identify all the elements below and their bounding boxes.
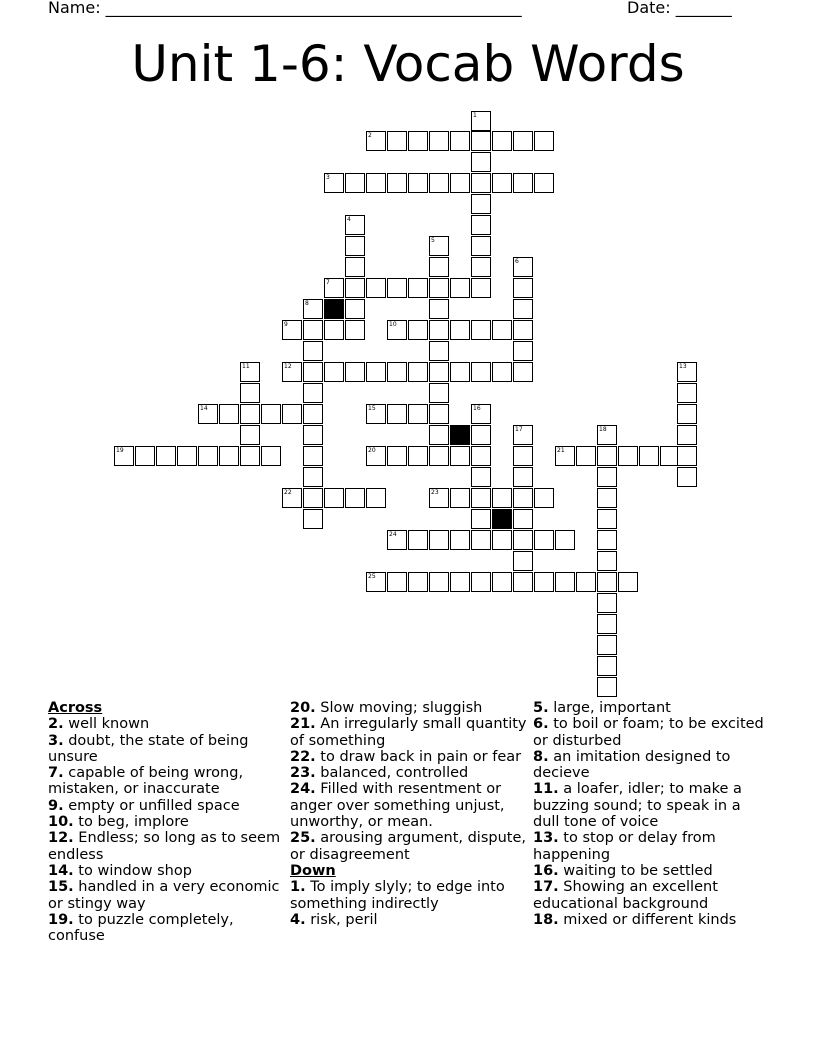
grid-cell[interactable] [429,530,449,550]
grid-cell[interactable] [240,383,260,403]
clue-number-label: 13. [533,830,559,847]
clue-number-label: 17. [533,879,559,896]
grid-cell[interactable] [471,425,491,445]
grid-cell[interactable] [597,551,617,571]
grid-cell[interactable] [429,362,449,382]
grid-cell[interactable] [303,320,323,340]
grid-cell[interactable] [471,257,491,277]
clue-number: 1 [473,112,477,119]
grid-cell[interactable] [513,572,533,592]
clue-text: Filled with resentment or anger over something unjust, unworthy, or mean. [290,781,505,831]
grid-cell[interactable] [471,530,491,550]
grid-cell[interactable] [240,425,260,445]
grid-cell[interactable] [534,530,554,550]
grid-cell[interactable] [471,320,491,340]
clue-item [533,879,771,912]
clue-number: 7 [326,279,330,286]
grid-cell[interactable] [492,131,512,151]
clue-number-label: 15. [48,879,74,896]
clue-text: empty or unfilled space [63,797,240,814]
grid-cell[interactable] [639,446,659,466]
grid-cell[interactable] [429,173,449,193]
clue-item [48,830,286,863]
grid-cell[interactable] [324,362,344,382]
grid-cell[interactable] [366,488,386,508]
date-field: Date: _______ [627,0,732,17]
grid-cell[interactable] [177,446,197,466]
clue-number-label: 5. [533,700,549,716]
clue-number-label: 19. [48,911,74,928]
grid-cell[interactable] [345,299,365,319]
clue-number-label: 16. [533,862,559,879]
grid-cell[interactable] [450,278,470,298]
clue-number-label: 2. [48,716,64,733]
grid-cell[interactable] [303,467,323,487]
clue-text: capable of being wrong, mistaken, or inaccurate [48,765,244,798]
black-cell [492,509,512,529]
clue-text: a loafer, idler; to make a buzzing sound; to speak in a dull tone of voice [533,781,742,831]
grid-cell[interactable] [261,446,281,466]
grid-cell[interactable] [513,320,533,340]
clue-item [290,830,528,863]
grid-cell[interactable] [471,278,491,298]
grid-cell[interactable] [513,131,533,151]
clue-number: 15 [368,405,376,412]
grid-cell[interactable] [429,299,449,319]
grid-cell[interactable] [471,215,491,235]
clue-number-label: 1. [290,879,306,896]
grid-cell[interactable] [387,278,407,298]
clue-number-label: 14. [48,862,74,879]
grid-cell[interactable] [303,404,323,424]
grid-cell[interactable] [408,131,428,151]
grid-cell[interactable] [492,572,512,592]
clue-number-label: 23. [290,765,316,782]
grid-cell[interactable] [345,173,365,193]
clue-text: handled in a very economic or stingy way [48,879,280,912]
clue-text: waiting to be settled [558,862,713,879]
clue-text: to draw back in pain or fear [315,748,522,765]
grid-cell[interactable] [513,551,533,571]
grid-cell[interactable] [408,572,428,592]
clue-number-label: 11. [533,781,559,798]
grid-cell[interactable] [429,446,449,466]
grid-cell[interactable] [471,173,491,193]
clue-number: 25 [368,573,376,580]
clue-number-label: 18. [533,911,559,928]
clue-text: Showing an excellent educational background [533,879,718,912]
grid-cell[interactable] [429,341,449,361]
down-heading: Down [290,862,336,879]
clue-number-label: 9. [48,797,64,814]
grid-cell[interactable] [450,173,470,193]
grid-cell[interactable] [387,446,407,466]
grid-cell[interactable] [219,446,239,466]
grid-cell[interactable] [677,425,697,445]
grid-cell[interactable] [555,530,575,550]
grid-cell[interactable] [677,446,697,466]
grid-cell[interactable] [555,572,575,592]
clue-number: 2 [368,132,372,139]
grid-cell[interactable] [534,572,554,592]
clue-number: 4 [347,216,351,223]
grid-cell[interactable] [597,635,617,655]
grid-cell[interactable] [303,488,323,508]
clue-number-label: 3. [48,732,64,749]
grid-cell[interactable] [677,467,697,487]
clue-text: risk, peril [305,911,378,928]
clue-item [533,830,771,863]
grid-cell[interactable] [429,320,449,340]
grid-cell[interactable] [429,572,449,592]
clue-number-label: 4. [290,911,306,928]
grid-cell[interactable] [408,362,428,382]
clues-column-2 [290,700,528,928]
grid-cell[interactable] [534,173,554,193]
clue-number: 22 [284,489,292,496]
clue-number-label: 21. [290,716,316,733]
grid-cell[interactable] [345,278,365,298]
clue-number-label: 24. [290,781,316,798]
clue-text: arousing argument, dispute, or disagreement [290,830,526,863]
grid-cell[interactable] [492,173,512,193]
grid-cell[interactable] [429,131,449,151]
grid-cell[interactable] [513,362,533,382]
clue-number: 9 [284,321,288,328]
clue-number: 20 [368,447,376,454]
clue-item [48,798,286,814]
grid-cell[interactable] [492,320,512,340]
grid-cell[interactable] [240,446,260,466]
grid-cell[interactable] [408,173,428,193]
clue-number-label: 22. [290,748,316,765]
clue-number: 8 [305,300,309,307]
grid-cell[interactable] [597,509,617,529]
grid-cell[interactable] [303,425,323,445]
grid-cell[interactable] [387,173,407,193]
across-heading: Across [48,700,103,716]
grid-cell[interactable] [471,446,491,466]
grid-cell[interactable] [366,362,386,382]
clue-item [533,749,771,782]
clue-item [290,879,528,912]
clue-item [48,814,286,830]
clue-text: An irregularly small quantity of something [290,716,527,749]
grid-cell[interactable] [513,446,533,466]
grid-cell[interactable] [324,488,344,508]
grid-cell[interactable] [408,446,428,466]
grid-cell[interactable] [408,404,428,424]
clue-number: 18 [599,426,607,433]
clue-text: Slow moving; sluggish [315,700,483,716]
grid-cell[interactable] [471,131,491,151]
grid-cell[interactable] [429,278,449,298]
clue-number-label: 7. [48,765,64,782]
grid-cell[interactable] [450,572,470,592]
clue-item [533,716,771,749]
grid-cell[interactable] [471,194,491,214]
name-field: Name: ____________________________________________________ [48,0,522,17]
grid-cell[interactable] [387,404,407,424]
grid-cell[interactable] [366,278,386,298]
grid-cell[interactable] [429,257,449,277]
grid-cell[interactable] [282,404,302,424]
clues-column-3 [533,700,771,928]
grid-cell[interactable] [597,488,617,508]
grid-cell[interactable] [345,488,365,508]
grid-cell[interactable] [618,446,638,466]
clue-text: To imply slyly; to edge into something indirectly [290,879,505,912]
grid-cell[interactable] [303,383,323,403]
grid-cell[interactable] [597,614,617,634]
grid-cell[interactable] [597,656,617,676]
clue-text: large, important [548,700,671,716]
grid-cell[interactable] [471,362,491,382]
grid-cell[interactable] [513,299,533,319]
grid-cell[interactable] [261,404,281,424]
grid-cell[interactable] [429,404,449,424]
black-cell [324,299,344,319]
grid-cell[interactable] [677,383,697,403]
clue-number-label: 10. [48,814,74,831]
grid-cell[interactable] [303,509,323,529]
grid-cell[interactable] [429,383,449,403]
grid-cell[interactable] [513,488,533,508]
grid-cell[interactable] [471,467,491,487]
clue-number: 13 [679,363,687,370]
clue-text: doubt, the state of being unsure [48,732,249,765]
grid-cell[interactable] [387,131,407,151]
clue-number: 16 [473,405,481,412]
grid-cell[interactable] [408,278,428,298]
grid-cell[interactable] [450,446,470,466]
grid-cell[interactable] [156,446,176,466]
grid-cell[interactable] [450,488,470,508]
grid-cell[interactable] [240,404,260,424]
black-cell [450,425,470,445]
grid-cell[interactable] [597,593,617,613]
clue-text: balanced, controlled [315,765,469,782]
clue-number: 3 [326,174,330,181]
clue-text: Endless; so long as to seem endless [48,830,281,863]
grid-cell[interactable] [492,488,512,508]
grid-cell[interactable] [471,488,491,508]
grid-cell[interactable] [450,530,470,550]
clue-number: 12 [284,363,292,370]
clue-item [48,765,286,798]
clue-item [290,749,528,765]
grid-cell[interactable] [303,341,323,361]
grid-cell[interactable] [513,341,533,361]
grid-cell[interactable] [618,572,638,592]
grid-cell[interactable] [450,320,470,340]
grid-cell[interactable] [345,236,365,256]
grid-cell[interactable] [597,467,617,487]
grid-cell[interactable] [408,530,428,550]
grid-cell[interactable] [576,572,596,592]
clue-number-label: 6. [533,716,549,733]
clue-item [48,733,286,766]
clue-number: 21 [557,447,565,454]
grid-cell[interactable] [492,530,512,550]
clue-number: 19 [116,447,124,454]
grid-cell[interactable] [471,509,491,529]
grid-cell[interactable] [429,425,449,445]
clue-text: an imitation designed to decieve [533,748,731,782]
clue-number: 10 [389,321,397,328]
clue-item [48,879,286,912]
grid-cell[interactable] [534,131,554,151]
clue-item [533,781,771,830]
page-title: Unit 1-6: Vocab Words [131,35,685,93]
clues-column-1 [48,700,286,944]
clue-item [48,716,286,732]
clue-number: 11 [242,363,250,370]
clue-number-label: 12. [48,830,74,847]
grid-cell[interactable] [387,572,407,592]
clue-number: 6 [515,258,519,265]
grid-cell[interactable] [135,446,155,466]
clue-text: to puzzle completely, confuse [48,911,234,945]
grid-cell[interactable] [576,446,596,466]
clue-number: 14 [200,405,208,412]
grid-cell[interactable] [471,572,491,592]
clue-number: 23 [431,489,439,496]
grid-cell[interactable] [366,173,386,193]
grid-cell[interactable] [597,572,617,592]
clue-item [533,912,771,928]
clue-item [290,716,528,749]
grid-cell[interactable] [513,509,533,529]
clue-number: 17 [515,426,523,433]
grid-cell[interactable] [450,362,470,382]
grid-cell[interactable] [471,152,491,172]
clue-item [290,765,528,781]
clue-item [290,912,528,928]
clue-item [290,700,528,716]
clue-number: 5 [431,237,435,244]
grid-cell[interactable] [387,362,407,382]
grid-cell[interactable] [324,320,344,340]
clue-number-label: 25. [290,830,316,847]
grid-cell[interactable] [534,488,554,508]
clue-text: to beg, implore [73,814,189,831]
grid-cell[interactable] [303,446,323,466]
clue-text: well known [63,716,150,733]
clue-text: mixed or different kinds [558,911,737,928]
grid-cell[interactable] [492,362,512,382]
clue-item [533,700,771,716]
grid-cell[interactable] [597,530,617,550]
clue-item [48,912,286,945]
clue-number-label: 20. [290,700,316,716]
grid-cell[interactable] [513,530,533,550]
grid-cell[interactable] [513,173,533,193]
grid-cell[interactable] [677,404,697,424]
clue-item [290,781,528,830]
grid-cell[interactable] [471,236,491,256]
grid-cell[interactable] [597,677,617,697]
clue-text: to stop or delay from happening [533,830,716,863]
clue-text: to boil or foam; to be excited or disturbed [533,716,764,749]
grid-cell[interactable] [450,131,470,151]
grid-cell[interactable] [408,320,428,340]
grid-cell[interactable] [513,467,533,487]
grid-cell[interactable] [345,320,365,340]
clue-item [48,863,286,879]
grid-cell[interactable] [198,446,218,466]
grid-cell[interactable] [597,446,617,466]
clue-text: to window shop [73,862,192,879]
grid-cell[interactable] [219,404,239,424]
grid-cell[interactable] [513,278,533,298]
clue-number-label: 8. [533,748,549,765]
clue-item [533,863,771,879]
grid-cell[interactable] [345,362,365,382]
grid-cell[interactable] [345,257,365,277]
clue-number: 24 [389,531,397,538]
grid-cell[interactable] [303,362,323,382]
